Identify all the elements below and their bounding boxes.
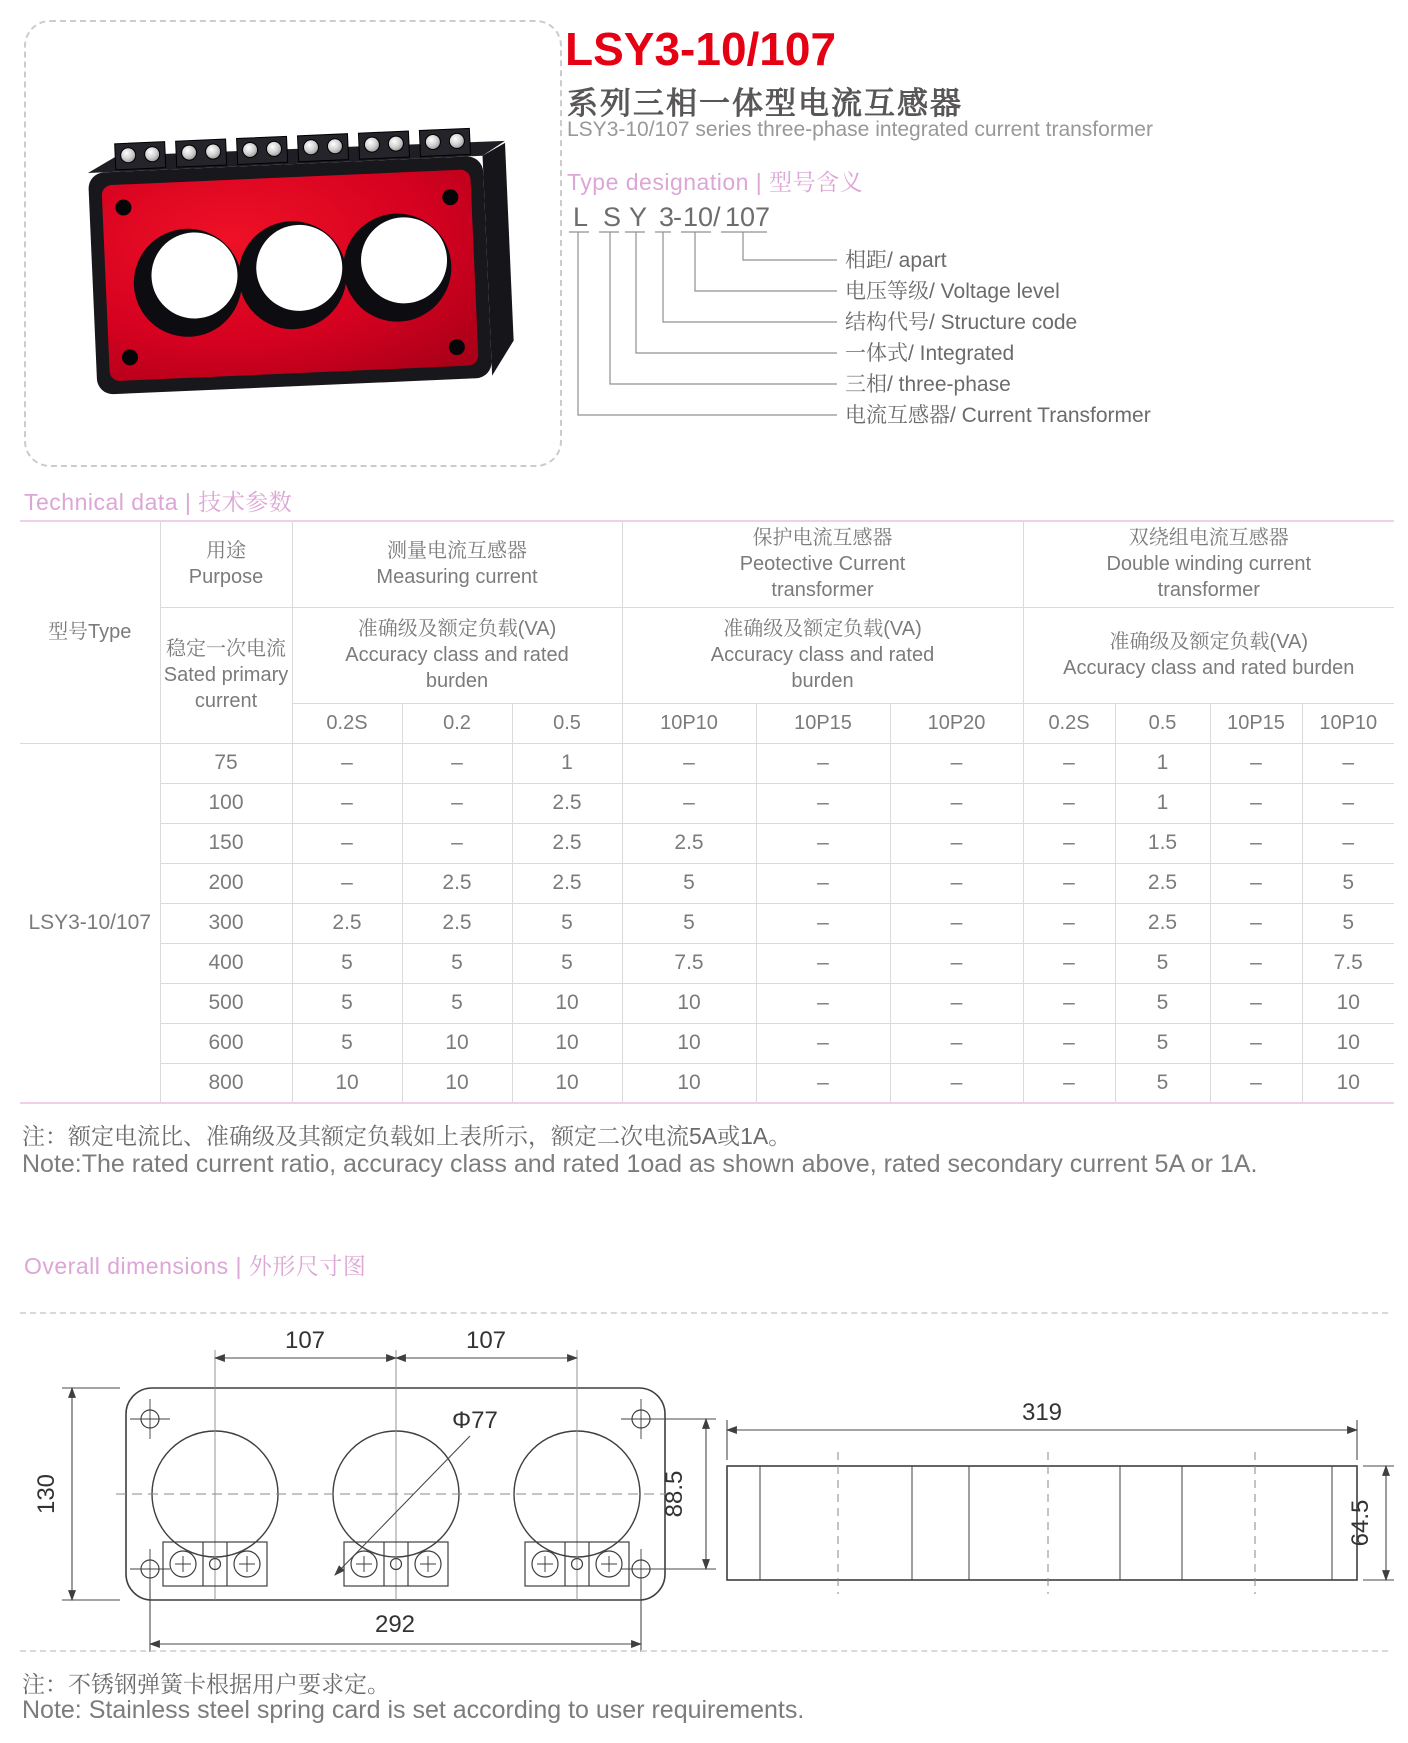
burden-value: 5	[512, 903, 622, 943]
burden-value: –	[756, 983, 890, 1023]
burden-value: 7.5	[1302, 943, 1394, 983]
dimensions-note-cn: 注：不锈钢弹簧卡根据用户要求定。	[22, 1671, 390, 1697]
section-heading-technical-data: Technical data | 技术参数	[24, 489, 293, 515]
burden-value: –	[1210, 863, 1302, 903]
burden-value: 2.5	[512, 823, 622, 863]
purpose-header	[160, 521, 292, 607]
burden-value: –	[1023, 1063, 1115, 1103]
primary-current-value: 500	[160, 983, 292, 1023]
table-row	[20, 1063, 1394, 1103]
code-L: L	[573, 202, 589, 232]
table-row	[20, 943, 1394, 983]
burden-value: –	[1210, 1023, 1302, 1063]
type-code	[573, 202, 770, 232]
dim-107-left: 107	[284, 1327, 326, 1354]
primary-current-value: 600	[160, 1023, 292, 1063]
side-dimension-labels	[1022, 1399, 1374, 1546]
burden-value: 2.5	[402, 903, 512, 943]
code-S: S	[603, 202, 622, 232]
primary-current-value: 75	[160, 743, 292, 783]
burden-value: 10	[1302, 1023, 1394, 1063]
burden-value: –	[1023, 863, 1115, 903]
burden-value: 5	[402, 943, 512, 983]
burden-value: 10	[622, 983, 756, 1023]
burden-value: –	[756, 1063, 890, 1103]
burden-value: –	[1023, 823, 1115, 863]
code-3: 3	[659, 202, 675, 232]
burden-value: –	[402, 823, 512, 863]
product-photo-frame	[24, 20, 562, 467]
burden-value: –	[402, 783, 512, 823]
accuracy-en: Accuracy class and rated burden	[710, 644, 935, 692]
dim-88-5: 88.5	[661, 1470, 688, 1518]
purpose-en: Purpose	[188, 566, 264, 589]
label-structure-code: 结构代号/ Structure code	[845, 311, 1078, 334]
burden-value: –	[1210, 983, 1302, 1023]
burden-value: –	[756, 943, 890, 983]
burden-value: –	[890, 903, 1023, 943]
dim-64-5: 64.5	[1347, 1499, 1374, 1547]
burden-value: 5	[1302, 863, 1394, 903]
burden-value: –	[402, 743, 512, 783]
dim-130: 130	[33, 1473, 60, 1515]
double-winding-title-en: Double winding current transformer	[1106, 553, 1312, 602]
burden-value: –	[890, 1023, 1023, 1063]
group-header-measuring	[292, 521, 622, 607]
burden-value: 10	[1302, 983, 1394, 1023]
table-body	[20, 743, 1394, 1103]
burden-value: –	[1023, 943, 1115, 983]
code-Y: Y	[629, 202, 648, 232]
primary-current-value: 100	[160, 783, 292, 823]
front-dimensions	[62, 1358, 716, 1652]
measuring-title-cn: 测量电流互感器	[387, 540, 527, 563]
section-heading-overall-dimensions: Overall dimensions | 外形尺寸图	[24, 1253, 367, 1279]
label-apart: 相距/ apart	[845, 249, 947, 272]
purpose-cn: 用途	[206, 540, 246, 563]
technical-data-table	[20, 520, 1394, 1104]
group-header-protective	[622, 521, 1023, 607]
burden-value: 10	[622, 1023, 756, 1063]
burden-value: –	[756, 743, 890, 783]
table-row	[20, 1023, 1394, 1063]
burden-value: –	[1023, 743, 1115, 783]
burden-value: –	[890, 783, 1023, 823]
class-col: 0.5	[1115, 703, 1210, 743]
burden-value: –	[292, 783, 402, 823]
burden-value: 1	[1115, 743, 1210, 783]
burden-value: –	[1302, 783, 1394, 823]
section-heading-type-designation: Type designation | 型号含义	[567, 169, 864, 195]
primary-current-en: Sated primary current	[163, 664, 289, 712]
primary-current-header	[160, 607, 292, 743]
class-col: 10P10	[622, 703, 756, 743]
burden-value: 10	[512, 1023, 622, 1063]
burden-value: 5	[402, 983, 512, 1023]
side-dimensions	[727, 1420, 1394, 1580]
protective-title-cn: 保护电流互感器	[752, 527, 893, 550]
burden-value: –	[1210, 903, 1302, 943]
class-col: 0.2S	[292, 703, 402, 743]
burden-value: 10	[512, 1063, 622, 1103]
code-slash: /	[713, 202, 721, 232]
class-col: 10P15	[756, 703, 890, 743]
burden-value: 5	[292, 983, 402, 1023]
type-code-labels	[845, 249, 1151, 427]
burden-value: –	[890, 943, 1023, 983]
primary-current-value: 300	[160, 903, 292, 943]
burden-value: –	[890, 743, 1023, 783]
burden-value: 10	[402, 1063, 512, 1103]
burden-value: –	[890, 983, 1023, 1023]
burden-value: 2.5	[292, 903, 402, 943]
burden-value: 2.5	[1115, 863, 1210, 903]
class-col: 10P15	[1210, 703, 1302, 743]
burden-value: 2.5	[622, 823, 756, 863]
burden-value: –	[292, 863, 402, 903]
burden-value: –	[890, 823, 1023, 863]
burden-value: –	[1023, 983, 1115, 1023]
burden-value: 1.5	[1115, 823, 1210, 863]
type-code-connectors	[569, 232, 837, 415]
dashed-separator	[20, 1650, 1388, 1652]
burden-value: –	[756, 783, 890, 823]
burden-value: –	[890, 863, 1023, 903]
burden-value: 10	[512, 983, 622, 1023]
burden-value: –	[292, 743, 402, 783]
burden-value: –	[756, 903, 890, 943]
type-column-header: 型号Type	[20, 521, 160, 743]
burden-value: 2.5	[1115, 903, 1210, 943]
primary-current-value: 400	[160, 943, 292, 983]
code-10: 10	[683, 202, 714, 232]
measuring-title-en: Measuring current	[376, 566, 538, 589]
primary-current-cn: 稳定一次电流	[166, 638, 286, 660]
accuracy-en: Accuracy class and rated burden	[1063, 657, 1355, 679]
table-row	[20, 863, 1394, 903]
burden-value: 5	[622, 863, 756, 903]
label-voltage-level: 电压等级/ Voltage level	[845, 280, 1060, 303]
table-row	[20, 983, 1394, 1023]
label-current-transformer: 电流互感器/ Current Transformer	[845, 404, 1151, 427]
burden-value: 5	[1302, 903, 1394, 943]
table-note-en: Note:The rated current ratio, accuracy class and rated 1oad as shown above, rated secondary current 5A or 1A.	[22, 1150, 1258, 1178]
primary-current-value: 200	[160, 863, 292, 903]
subtitle-cn: 系列三相一体型电流互感器	[567, 86, 963, 121]
accuracy-header-double-winding	[1023, 607, 1394, 703]
accuracy-en: Accuracy class and rated burden	[345, 644, 569, 692]
label-integrated: 一体式/ Integrated	[845, 342, 1015, 365]
group-header-double-winding	[1023, 521, 1394, 607]
subtitle-en: LSY3-10/107 series three-phase integrated current transformer	[567, 118, 1153, 141]
dim-292: 292	[374, 1611, 416, 1638]
burden-value: –	[292, 823, 402, 863]
table-row	[20, 783, 1394, 823]
code-107: 107	[725, 202, 771, 232]
burden-value: 2.5	[402, 863, 512, 903]
burden-value: 1	[1115, 783, 1210, 823]
burden-value: 1	[512, 743, 622, 783]
burden-value: –	[1210, 943, 1302, 983]
burden-value: –	[890, 1063, 1023, 1103]
accuracy-header-measuring	[292, 607, 622, 703]
table-note-cn: 注：额定电流比、准确级及其额定负载如上表所示，额定二次电流5A或1A。	[22, 1123, 792, 1149]
accuracy-cn: 准确级及额定负载(VA)	[1109, 631, 1309, 653]
protective-title-en: Peotective Current transformer	[739, 553, 906, 602]
burden-value: 10	[292, 1063, 402, 1103]
accuracy-header-protective	[622, 607, 1023, 703]
burden-value: –	[756, 863, 890, 903]
burden-value: –	[1210, 1063, 1302, 1103]
dimensions-drawing	[20, 1270, 1400, 1660]
burden-value: –	[756, 823, 890, 863]
burden-value: 10	[1302, 1063, 1394, 1103]
burden-value: –	[622, 743, 756, 783]
burden-value: 5	[1115, 1023, 1210, 1063]
burden-value: 5	[1115, 983, 1210, 1023]
table-row	[20, 903, 1394, 943]
burden-value: –	[1302, 743, 1394, 783]
page-title: LSY3-10/107	[565, 23, 837, 75]
primary-current-value: 150	[160, 823, 292, 863]
dim-319: 319	[1021, 1399, 1063, 1426]
dim-hole-diameter: Φ77	[452, 1407, 498, 1434]
burden-value: 5	[1115, 943, 1210, 983]
table-row	[20, 823, 1394, 863]
table-row	[20, 743, 1394, 783]
accuracy-cn: 准确级及额定负载(VA)	[357, 618, 557, 640]
accuracy-cn: 准确级及额定负载(VA)	[723, 618, 922, 640]
primary-current-value: 800	[160, 1063, 292, 1103]
burden-value: –	[1210, 823, 1302, 863]
class-col: 0.5	[512, 703, 622, 743]
code-dash: -	[673, 202, 682, 232]
burden-value: –	[756, 1023, 890, 1063]
burden-value: 10	[622, 1063, 756, 1103]
model-cell: LSY3-10/107	[20, 743, 160, 1103]
burden-value: –	[1302, 823, 1394, 863]
side-view	[727, 1452, 1357, 1594]
class-col: 10P10	[1302, 703, 1394, 743]
label-three-phase: 三相/ three-phase	[845, 373, 1011, 396]
burden-value: –	[622, 783, 756, 823]
burden-value: –	[1023, 903, 1115, 943]
burden-value: –	[1210, 783, 1302, 823]
class-col: 0.2	[402, 703, 512, 743]
double-winding-title-cn: 双绕组电流互感器	[1128, 527, 1289, 550]
dimensions-note-en: Note: Stainless steel spring card is set according to user requirements.	[22, 1696, 805, 1724]
front-dimension-labels	[33, 1327, 688, 1638]
dim-107-right: 107	[465, 1327, 507, 1354]
type-designation-diagram	[565, 198, 1185, 438]
class-col: 0.2S	[1023, 703, 1115, 743]
burden-value: 7.5	[622, 943, 756, 983]
class-col: 10P20	[890, 703, 1023, 743]
burden-value: 2.5	[512, 783, 622, 823]
burden-value: –	[1023, 1023, 1115, 1063]
burden-value: 5	[292, 943, 402, 983]
burden-value: 10	[402, 1023, 512, 1063]
burden-value: 5	[1115, 1063, 1210, 1103]
burden-value: 5	[622, 903, 756, 943]
burden-value: 5	[292, 1023, 402, 1063]
product-photo	[62, 92, 532, 422]
burden-value: –	[1023, 783, 1115, 823]
burden-value: –	[1210, 743, 1302, 783]
burden-value: 2.5	[512, 863, 622, 903]
burden-value: 5	[512, 943, 622, 983]
